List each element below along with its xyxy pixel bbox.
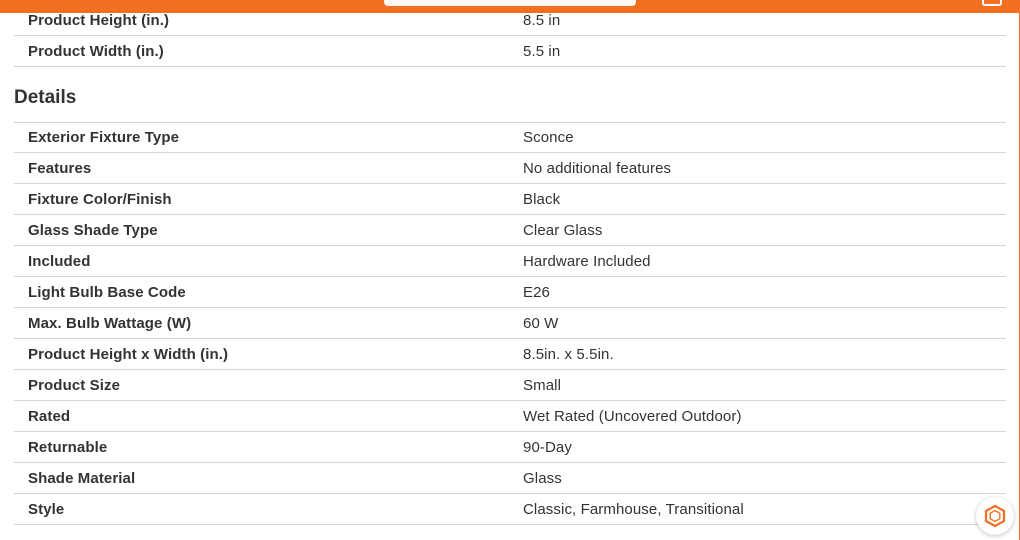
spec-value: Small bbox=[523, 376, 562, 394]
spec-label: Product Size bbox=[28, 376, 121, 394]
spec-value: Classic, Farmhouse, Transitional bbox=[523, 500, 744, 518]
table-row bbox=[14, 494, 1006, 525]
details-table bbox=[14, 122, 1006, 525]
spec-value: Sconce bbox=[523, 129, 574, 146]
spec-label: Style bbox=[28, 500, 65, 518]
spec-label: Glass Shade Type bbox=[28, 221, 158, 239]
spec-label: Shade Material bbox=[28, 469, 136, 487]
table-row bbox=[14, 401, 1006, 432]
spec-label: Product Width (in.) bbox=[28, 42, 164, 60]
table-row bbox=[14, 153, 1006, 184]
table-row bbox=[14, 184, 1006, 215]
table-row bbox=[14, 432, 1006, 463]
spec-label: Rated bbox=[28, 407, 71, 425]
spec-value: 60 W bbox=[523, 314, 559, 332]
spec-label: Exterior Fixture Type bbox=[28, 129, 180, 146]
spec-value: No additional features bbox=[523, 159, 672, 177]
table-row bbox=[14, 339, 1006, 370]
spec-label: Features bbox=[28, 159, 92, 177]
dimensions-table bbox=[14, 5, 1006, 67]
table-row bbox=[14, 370, 1006, 401]
spec-value: Black bbox=[523, 190, 561, 208]
table-row bbox=[14, 246, 1006, 277]
table-row bbox=[14, 122, 1006, 153]
spec-label: Product Height x Width (in.) bbox=[28, 345, 229, 363]
spec-value: 8.5 in bbox=[523, 11, 561, 29]
table-row bbox=[14, 215, 1006, 246]
spec-value: 90-Day bbox=[523, 438, 572, 456]
spec-label: Product Height (in.) bbox=[28, 11, 170, 29]
spec-value: 8.5in. x 5.5in. bbox=[523, 345, 614, 363]
table-row bbox=[14, 308, 1006, 339]
table-row bbox=[14, 463, 1006, 494]
spec-value: Wet Rated (Uncovered Outdoor) bbox=[523, 407, 742, 425]
table-row bbox=[14, 277, 1006, 308]
spec-value: E26 bbox=[523, 283, 550, 301]
table-row bbox=[14, 36, 1006, 67]
spec-label: Returnable bbox=[28, 438, 108, 456]
spec-value: Glass bbox=[523, 469, 562, 487]
spec-value: Hardware Included bbox=[523, 252, 651, 270]
help-button[interactable] bbox=[976, 497, 1014, 535]
spec-label: Included bbox=[28, 252, 91, 270]
spec-label: Max. Bulb Wattage (W) bbox=[28, 314, 192, 332]
details-section-title: Details bbox=[14, 87, 77, 108]
table-row bbox=[14, 5, 1006, 36]
hexagon-help-icon bbox=[983, 504, 1007, 528]
spec-value: 5.5 in bbox=[523, 42, 561, 60]
spec-label: Fixture Color/Finish bbox=[28, 190, 172, 208]
spec-label: Light Bulb Base Code bbox=[28, 283, 186, 301]
spec-value: Clear Glass bbox=[523, 221, 603, 239]
